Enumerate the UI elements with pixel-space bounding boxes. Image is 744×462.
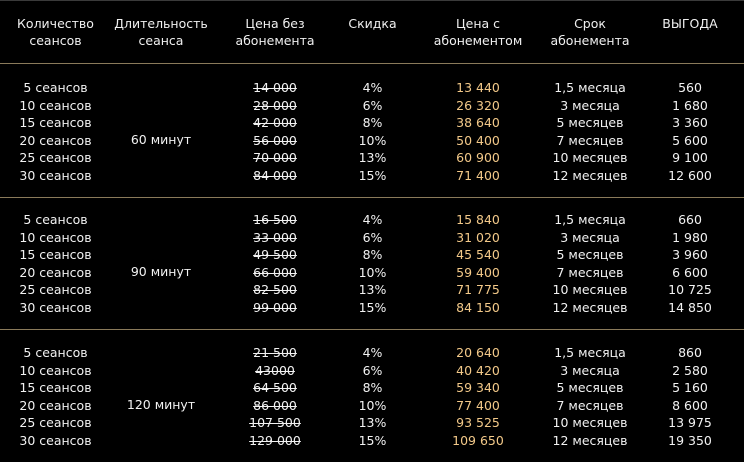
cell-sessions: 5 сеансов	[23, 80, 88, 95]
cell-price: 59 400	[456, 264, 500, 280]
cell-term: 1,5 месяца	[554, 80, 626, 95]
group-duration: 60 минут	[130, 132, 192, 147]
cell-savings: 560	[678, 80, 702, 95]
group-duration: 120 минут	[126, 397, 196, 412]
cell-price: 26 320	[456, 97, 500, 113]
cell-price: 71 400	[456, 167, 500, 183]
cell-old-price: 129 000	[249, 432, 301, 448]
cell-sessions: 30 сеансов	[19, 299, 92, 315]
header-duration-line1: Длительность	[114, 16, 208, 31]
cell-term: 5 месяцев	[556, 247, 624, 262]
cell-savings: 9 100	[672, 150, 708, 165]
cell-savings: 6 600	[672, 264, 708, 280]
header-price	[422, 15, 534, 49]
cell-sessions: 5 сеансов	[23, 212, 88, 227]
cell-sessions: 25 сеансов	[19, 150, 92, 165]
cell-old-price: 33 000	[253, 229, 297, 245]
cell-savings: 14 850	[668, 299, 712, 315]
cell-old-price: 107 500	[249, 415, 301, 430]
cell-sessions: 25 сеансов	[19, 415, 92, 430]
cell-price: 71 775	[456, 282, 500, 297]
cell-discount: 8%	[362, 247, 383, 262]
cell-discount: 6%	[362, 229, 383, 245]
cell-discount: 4%	[362, 80, 383, 95]
cell-old-price: 14 000	[253, 80, 297, 95]
cell-discount: 8%	[362, 380, 383, 395]
header-savings	[640, 15, 740, 32]
header-savings-line1: ВЫГОДА	[662, 16, 718, 31]
cell-discount: 10%	[358, 132, 387, 148]
cell-sessions: 20 сеансов	[19, 397, 92, 413]
cell-term: 10 месяцев	[552, 415, 628, 430]
header-term	[535, 15, 645, 49]
cell-price: 50 400	[456, 132, 500, 148]
cell-discount: 10%	[358, 264, 387, 280]
cell-term: 12 месяцев	[552, 167, 628, 183]
cell-price: 59 340	[456, 380, 500, 395]
cell-sessions: 15 сеансов	[19, 247, 92, 262]
cell-term: 1,5 месяца	[554, 212, 626, 227]
cell-price: 45 540	[456, 247, 500, 262]
cell-price: 84 150	[456, 299, 500, 315]
cell-price: 109 650	[452, 432, 504, 448]
header-duration	[111, 15, 211, 49]
header-old-price	[220, 15, 330, 49]
cell-discount: 8%	[362, 115, 383, 130]
header-discount-line1: Скидка	[348, 16, 397, 31]
cell-old-price: 28 000	[253, 97, 297, 113]
separator-header	[0, 63, 744, 64]
cell-sessions: 5 сеансов	[23, 345, 88, 360]
header-old-price-line2: абонемента	[235, 33, 315, 48]
cell-discount: 4%	[362, 345, 383, 360]
cell-old-price: 49 500	[253, 247, 297, 262]
cell-price: 77 400	[456, 397, 500, 413]
cell-term: 12 месяцев	[552, 432, 628, 448]
cell-term: 10 месяцев	[552, 150, 628, 165]
cell-term: 7 месяцев	[556, 264, 624, 280]
cell-savings: 1 980	[672, 229, 708, 245]
cell-old-price: 84 000	[253, 167, 297, 183]
cell-sessions: 15 сеансов	[19, 115, 92, 130]
cell-discount: 10%	[358, 397, 387, 413]
cell-discount: 15%	[358, 167, 387, 183]
cell-discount: 13%	[358, 415, 387, 430]
cell-discount: 15%	[358, 299, 387, 315]
cell-price: 93 525	[456, 415, 500, 430]
cell-sessions: 30 сеансов	[19, 432, 92, 448]
header-term-line1: Срок	[574, 16, 606, 31]
cell-term: 10 месяцев	[552, 282, 628, 297]
cell-price: 60 900	[456, 150, 500, 165]
cell-old-price: 99 000	[253, 299, 297, 315]
separator-group-2	[0, 329, 744, 330]
cell-discount: 4%	[362, 212, 383, 227]
cell-old-price: 82 500	[253, 282, 297, 297]
cell-old-price: 42 000	[253, 115, 297, 130]
cell-term: 5 месяцев	[556, 380, 624, 395]
cell-old-price: 43000	[255, 362, 295, 378]
cell-term: 5 месяцев	[556, 115, 624, 130]
cell-sessions: 30 сеансов	[19, 167, 92, 183]
cell-old-price: 56 000	[253, 132, 297, 148]
header-discount	[325, 15, 420, 32]
cell-term: 3 месяца	[560, 97, 620, 113]
cell-term: 12 месяцев	[552, 299, 628, 315]
cell-sessions: 20 сеансов	[19, 132, 92, 148]
cell-old-price: 21 500	[253, 345, 297, 360]
cell-term: 1,5 месяца	[554, 345, 626, 360]
cell-discount: 13%	[358, 150, 387, 165]
cell-savings: 5 160	[672, 380, 708, 395]
header-sessions	[0, 15, 111, 49]
cell-old-price: 86 000	[253, 397, 297, 413]
cell-sessions: 10 сеансов	[19, 229, 92, 245]
cell-sessions: 10 сеансов	[19, 97, 92, 113]
cell-discount: 6%	[362, 362, 383, 378]
cell-savings: 3 360	[672, 115, 708, 130]
cell-sessions: 20 сеансов	[19, 264, 92, 280]
cell-savings: 860	[678, 345, 702, 360]
cell-price: 31 020	[456, 229, 500, 245]
cell-old-price: 16 500	[253, 212, 297, 227]
cell-old-price: 70 000	[253, 150, 297, 165]
header-sessions-line2: сеансов	[29, 33, 82, 48]
header-old-price-line1: Цена без	[245, 16, 305, 31]
cell-sessions: 10 сеансов	[19, 362, 92, 378]
cell-savings: 3 960	[672, 247, 708, 262]
cell-old-price: 66 000	[253, 264, 297, 280]
group-duration: 90 минут	[130, 264, 192, 279]
cell-price: 15 840	[456, 212, 500, 227]
cell-price: 40 420	[456, 362, 500, 378]
cell-discount: 15%	[358, 432, 387, 448]
cell-savings: 12 600	[668, 167, 712, 183]
cell-term: 7 месяцев	[556, 397, 624, 413]
cell-savings: 2 580	[672, 362, 708, 378]
cell-old-price: 64 500	[253, 380, 297, 395]
cell-term: 3 месяца	[560, 229, 620, 245]
cell-savings: 660	[678, 212, 702, 227]
separator-group-1	[0, 197, 744, 198]
header-duration-line2: сеанса	[138, 33, 184, 48]
cell-price: 13 440	[456, 80, 500, 95]
cell-term: 7 месяцев	[556, 132, 624, 148]
cell-discount: 13%	[358, 282, 387, 297]
cell-discount: 6%	[362, 97, 383, 113]
cell-price: 20 640	[456, 345, 500, 360]
cell-price: 38 640	[456, 115, 500, 130]
cell-savings: 10 725	[668, 282, 712, 297]
cell-term: 3 месяца	[560, 362, 620, 378]
cell-savings: 1 680	[672, 97, 708, 113]
header-term-line2: абонемента	[550, 33, 630, 48]
cell-savings: 19 350	[668, 432, 712, 448]
cell-savings: 13 975	[668, 415, 712, 430]
cell-savings: 8 600	[672, 397, 708, 413]
cell-savings: 5 600	[672, 132, 708, 148]
header-price-line2: абонементом	[433, 33, 523, 48]
cell-sessions: 25 сеансов	[19, 282, 92, 297]
header-price-line1: Цена с	[455, 16, 501, 31]
cell-sessions: 15 сеансов	[19, 380, 92, 395]
header-sessions-line1: Количество	[17, 16, 94, 31]
